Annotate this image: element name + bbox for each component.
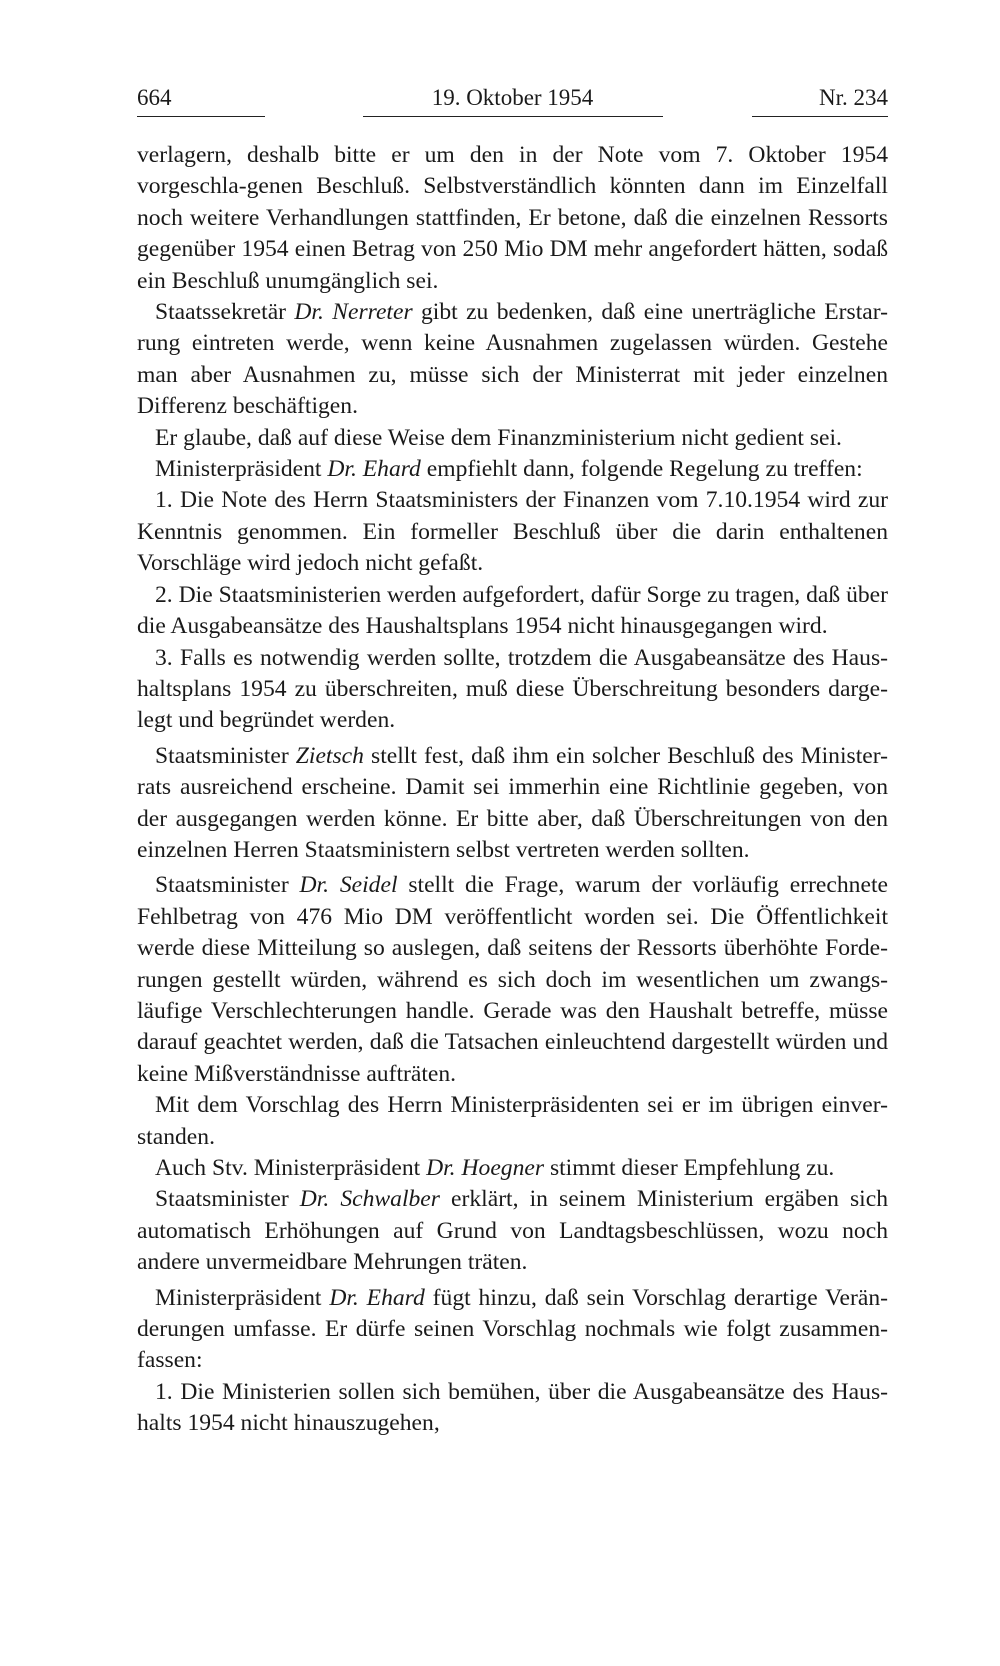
paragraph [137,1153,888,1184]
paragraph-text: Mit dem Vorschlag des Herrn Ministerpräsidenten sei er im übrigen einver-standen. [137,1092,888,1150]
paragraph-text: 2. Die Staatsministerien werden aufgefordert, dafür Sorge zu tragen, daß über die Ausgabeansätze des Haushaltsplans 1954 nicht hinausgegangen wird. [137,581,888,640]
paragraph-text: 1. Die Ministerien sollen sich bemühen, über die Ausgabeansätze des Haus-halts 1954 nicht hinauszugehen, [137,1378,888,1437]
paragraph-text: stellt fest, daß ihm ein solcher Beschluß des Minister-rats ausreichend erscheine. Damit sei immerhin eine Richtlinie gegeben, von der ausgegangen werden könne. Er bitte aber, daß Überschreitungen von den einzelnen Herren Staatsministern selbst vertreten werden sollten. [137,742,888,863]
document-number: Nr. 234 [819,85,888,110]
speaker-name: Dr. Seidel [299,872,398,899]
paragraph-text: verlagern, deshalb bitte er um den in der Note vom 7. Oktober 1954 vorgeschla-genen Beschluß. Selbstverständlich könnten dann im Einzelfall noch weitere Verhandlungen stattfinden, Er betone, daß die einzelnen Ressorts gegenüber 1954 einen Betrag von 250 Mio DM mehr angefordert hätten, sodaß ein Beschluß unumgänglich sei. [137,142,888,294]
paragraph-lead: Staatsminister [155,1186,300,1213]
speaker-name: Dr. Schwalber [299,1186,440,1213]
list-item [137,1377,888,1440]
list-item [137,485,888,579]
paragraph-text: Er glaube, daß auf diese Weise dem Finanzministerium nicht gedient sei. [155,424,842,451]
paragraph-text: 1. Die Note des Herrn Staatsministers der Finanzen vom 7.10.1954 wird zur Kenntnis genommen. Ein formeller Beschluß über die darin enthaltenen Vorschläge wird jedoch nicht gefaßt. [137,487,888,577]
paragraph-text: erklärt, in seinem Ministerium ergäben sich automatisch Erhöhungen auf Grund von Landtagsbeschlüssen, wozu noch andere unvermeidbare Mehrungen träten. [137,1186,888,1276]
paragraph [137,1184,888,1278]
speaker-name: Dr. Nerreter [294,299,413,326]
paragraph-text: empfiehlt dann, folgende Regelung zu treffen: [420,456,863,483]
paragraph [137,1090,888,1153]
paragraph-text: stimmt dieser Empfehlung zu. [544,1155,835,1181]
paragraph-text: 3. Falls es notwendig werden sollte, trotzdem die Ausgabeansätze des Haus-haltsplans 1954 zu überschreiten, muß diese Überschreitung besonders darge-legt und begründet werden. [137,644,888,734]
speaker-name: Dr. Hoegner [426,1155,545,1181]
paragraph-text: gibt zu bedenken, daß eine unerträgliche Erstar-rung eintreten werde, wenn keine Ausnahmen zugelassen würden. Gestehe man aber Ausnahmen zu, müsse sich der Ministerrat mit jeder einzelnen Differenz beschäftigen. [137,299,888,420]
paragraph-lead: Auch Stv. Ministerpräsident [155,1155,427,1181]
paragraph [137,1283,888,1377]
paragraph [137,423,888,454]
header-rule-center [363,116,663,117]
paragraph [137,454,888,485]
running-header [137,80,888,116]
speaker-name: Dr. Ehard [327,456,421,483]
speaker-name: Zietsch [295,742,364,769]
paragraph-text: fügt hinzu, daß sein Vorschlag derartige Verän-derungen umfasse. Er dürfe seinen Vorschlag nochmals wie folgt zusammen-fassen: [137,1284,889,1374]
paragraph [137,741,888,867]
paragraph-lead: Ministerpräsident [155,456,328,483]
page-number: 664 [137,85,172,110]
paragraph [137,297,888,423]
header-rule-right [752,116,888,117]
body-text [137,140,888,1440]
speaker-name: Dr. Ehard [329,1284,425,1311]
paragraph [137,870,888,1090]
paragraph-lead: Staatsminister [155,872,300,899]
paragraph-lead: Staatsminister [155,742,296,769]
paragraph [137,140,888,297]
list-item [137,580,888,643]
header-rule-left [137,116,265,117]
paragraph-lead: Staatssekretär [155,299,295,326]
list-item [137,643,888,737]
paragraph-text: stellt die Frage, warum der vorläufig errechnete Fehlbetrag von 476 Mio DM veröffentlicht worden sei. Die Öffentlichkeit werde diese Mitteilung so auslegen, daß seitens der Ressorts überhöhte Forde-rungen gestellt würden, während es sich doch im wesentlichen um zwangs-läufige Verschlechterungen handle. Gerade was den Haushalt betreffe, müsse darauf geachtet werden, daß die Tatsachen einleuchtend dargestellt würden und keine Mißverständnisse aufträten. [137,872,888,1087]
header-date: 19. Oktober 1954 [431,85,594,110]
paragraph-lead: Ministerpräsident [155,1284,330,1311]
